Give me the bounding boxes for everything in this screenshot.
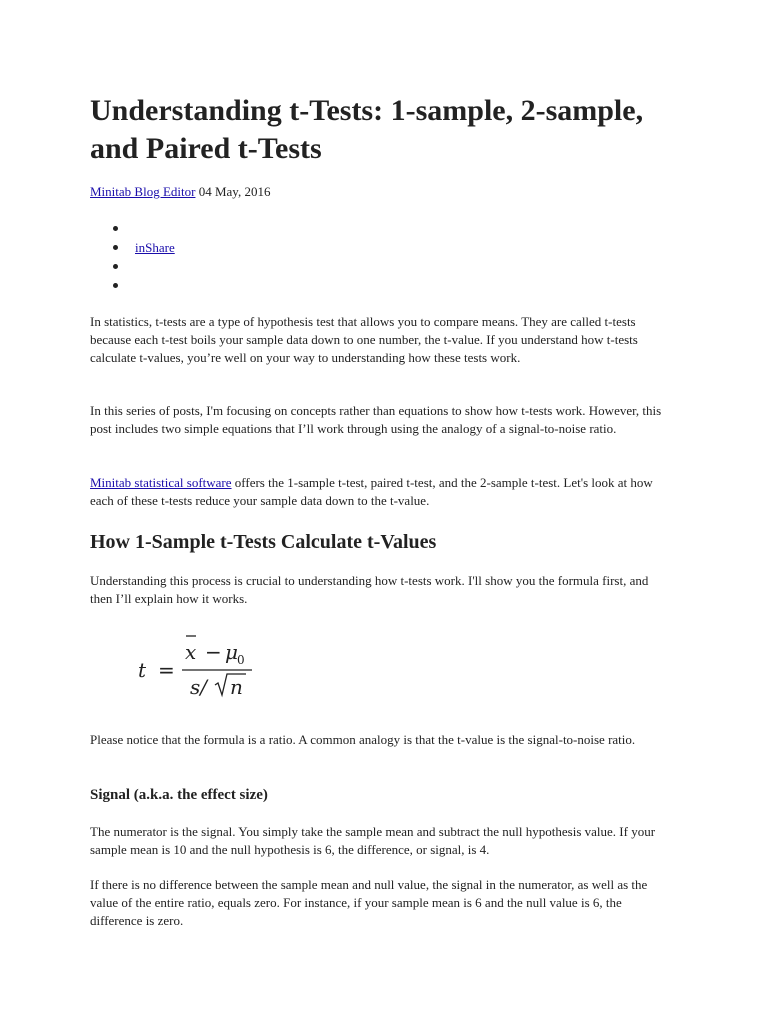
t-value-formula	[136, 633, 266, 703]
section-heading: How 1-Sample t-Tests Calculate t-Values	[90, 531, 437, 553]
formula-minus: −	[205, 640, 222, 664]
paragraph-ratio: Please notice that the formula is a ratio. A common analogy is that the t-value is the signal-to-noise ratio.	[90, 732, 636, 747]
bullet-icon	[113, 245, 118, 250]
share-item[interactable]	[90, 257, 175, 276]
formula-t: t	[138, 658, 147, 682]
paragraph-no-difference: If there is no difference between the sample mean and null value, the signal in the numerator, as well as the value of the entire ratio, equals zero. For instance, if your sample mean is 6 and the null value is 6, the difference is zero.	[90, 877, 648, 928]
paragraph-intro: In statistics, t-tests are a type of hypothesis test that allows you to compare means. They are called t-tests because each t-test boils your sample data down to one number, the t-value. If you understand how t-tests calculate t-values, you’re well on your way to understanding how these tests work.	[90, 314, 638, 365]
paragraph-numerator: The numerator is the signal. You simply take the sample mean and subtract the null hypothesis value. If your sample mean is 10 and the null hypothesis is 6, the difference, or signal, is 4.	[90, 824, 656, 857]
subheading-signal: Signal (a.k.a. the effect size)	[90, 787, 268, 803]
minitab-software-link[interactable]: Minitab statistical software	[90, 475, 232, 490]
formula-s: s/	[190, 675, 208, 699]
bullet-icon	[113, 264, 118, 269]
bullet-icon	[113, 226, 118, 231]
bullet-icon	[113, 283, 118, 288]
post-date: 04 May, 2016	[195, 184, 271, 199]
share-list	[90, 219, 175, 295]
formula-mu: μ	[225, 640, 238, 664]
share-item[interactable]	[90, 219, 175, 238]
inshare-link[interactable]: inShare	[135, 240, 175, 255]
article-title: Understanding t-Tests: 1-sample, 2-sample, and Paired t-Tests	[90, 94, 644, 165]
paragraph-series: In this series of posts, I'm focusing on concepts rather than equations to show how t-tests work. However, this post includes two simple equations that I’ll work through using the analogy of a signal-to-noise ratio.	[90, 403, 662, 436]
paragraph-minitab: Minitab statistical software offers the 1-sample t-test, paired t-test, and the 2-sample t-test. Let's look at how each of these t-tests reduce your sample data down to the t-value.	[90, 475, 653, 508]
formula-mu-subscript: 0	[237, 653, 245, 667]
formula-equals: =	[158, 658, 175, 682]
byline	[90, 183, 270, 201]
paragraph-process: Understanding this process is crucial to understanding how t-tests work. I'll show you the formula first, and then I’ll explain how it works.	[90, 573, 649, 606]
formula-x: x	[185, 640, 197, 664]
share-item-inshare[interactable]	[90, 238, 175, 257]
author-link[interactable]: Minitab Blog Editor	[90, 184, 196, 199]
formula-n: n	[230, 675, 243, 699]
share-item[interactable]	[90, 276, 175, 295]
